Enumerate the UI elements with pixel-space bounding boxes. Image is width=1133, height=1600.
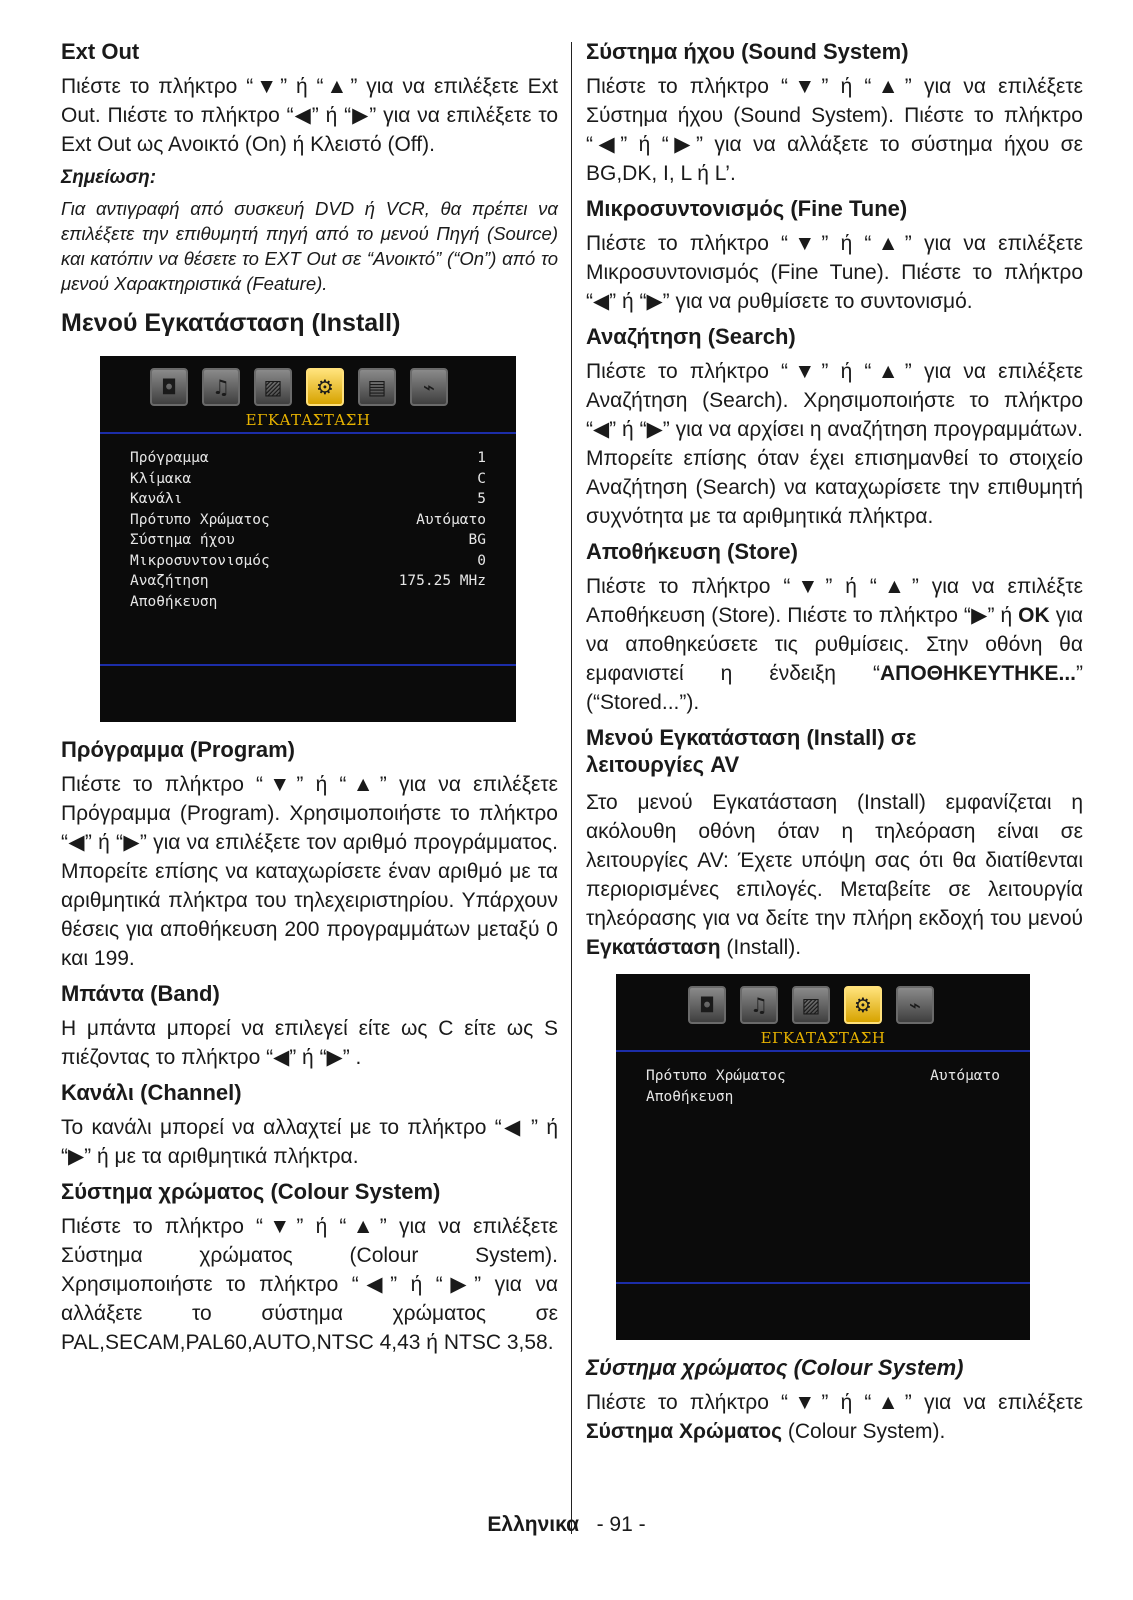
colour-system-av-text: Πιέστε το πλήκτρο “▼” ή “▲” για να επιλέξετε Σύστημα Χρώματος (Colour System). bbox=[586, 1391, 1083, 1443]
satellite-icon: ⌁ bbox=[896, 986, 934, 1024]
feature-icon: ▨ bbox=[792, 986, 830, 1024]
menu-bottom-separator bbox=[100, 664, 516, 666]
page-footer bbox=[0, 1513, 1133, 1537]
install-icon: ⚙ bbox=[844, 986, 882, 1024]
band-heading: Μπάντα (Band) bbox=[61, 981, 220, 1006]
band-text: Η μπάντα μπορεί να επιλεγεί είτε ως C είτε ως S πιέζοντας το πλήκτρο “◀” ή “▶” . bbox=[61, 1017, 558, 1069]
note-text: Για αντιγραφή από συσκευή DVD ή VCR, θα πρέπει να επιλέξετε την επιθυμητή πηγή από το μενού Πηγή (Source) και κατόπιν να θέσετε το EXT Out σε “Ανοικτό” (“On”) από το μενού Χαρακτηριστικά (Feature). bbox=[61, 198, 558, 294]
av-menu-row-store: Αποθήκευση bbox=[646, 1088, 734, 1105]
menu-icon-bar bbox=[100, 356, 516, 432]
channel-heading: Κανάλι (Channel) bbox=[61, 1080, 242, 1105]
store-heading: Αποθήκευση (Store) bbox=[586, 539, 798, 564]
feature-icon: ▨ bbox=[254, 368, 292, 406]
program-text: Πιέστε το πλήκτρο “▼” ή “▲” για να επιλέξετε Πρόγραμμα (Program). Χρησιμοποιήστε το πλήκτρο “◀” ή “▶” για να επιλέξετε τον αριθμό προγράμματος. Μπορείτε επίσης να καταχωρίσετε έναν αριθμό με τα αριθμητικά πλήκτρα του τηλεχειριστηρίου. Υπάρχουν θέσεις για αποθήκευση 200 προγραμμάτων μεταξύ 0 και 199. bbox=[61, 773, 558, 970]
menu-row-band: Κλίμακα C bbox=[130, 470, 486, 487]
ext-out-text: Πιέστε το πλήκτρο “▼” ή “▲” για να επιλέξετε Ext Out. Πιέστε το πλήκτρο “◀” ή “▶” για να επιλέξετε το Ext Out ως Ανοικτό (On) ή Κλειστό (Off). bbox=[61, 75, 558, 156]
install-menu-screenshot bbox=[100, 356, 516, 722]
sound-icon: ♫ bbox=[740, 986, 778, 1024]
left-column bbox=[61, 38, 558, 1364]
program-heading: Πρόγραμμα (Program) bbox=[61, 737, 295, 762]
menu-row-search: Αναζήτηση 175.25 MHz bbox=[130, 573, 486, 589]
av-install-menu-screenshot bbox=[616, 974, 1030, 1340]
colour-system-av-heading: Σύστημα χρώματος (Colour System) bbox=[586, 1355, 964, 1380]
menu-row-sound-system: Σύστημα ήχου BG bbox=[130, 532, 486, 548]
av-install-text: Στο μενού Εγκατάσταση (Install) εμφανίζεται η ακόλουθη οθόνη όταν η τηλεόραση είναι σε λειτουργίες AV: Έχετε υπόψη σας ότι θα διατίθενται περιορισμένες επιλογές. Μεταβείτε σε λειτουργία τηλεόρασης για να δείτε την πλήρη εκδοχή του μενού Εγκατάσταση (Install). bbox=[586, 791, 1083, 959]
fine-tune-text: Πιέστε το πλήκτρο “▼” ή “▲” για να επιλέξετε Μικροσυντονισμός (Fine Tune). Πιέστε το πλήκτρο “◀” ή “▶” για να ρυθμίσετε το συντονισμό. bbox=[586, 232, 1083, 313]
av-install-heading: Μενού Εγκατάσταση (Install) σε λειτουργίες AV bbox=[586, 725, 917, 777]
install-menu-heading: Μενού Εγκατάσταση (Install) bbox=[61, 309, 401, 337]
channel-text: Το κανάλι μπορεί να αλλαχτεί με το πλήκτρο “◀ ” ή “▶” ή με τα αριθμητικά πλήκτρα. bbox=[61, 1116, 558, 1168]
picture-icon: ◘ bbox=[688, 986, 726, 1024]
menu-row-fine-tune: Μικροσυντονισμός 0 bbox=[130, 552, 486, 569]
fine-tune-heading: Μικροσυντονισμός (Fine Tune) bbox=[586, 196, 908, 221]
search-heading: Αναζήτηση (Search) bbox=[586, 324, 796, 349]
footer-page-number: - 91 - bbox=[596, 1513, 646, 1536]
satellite-icon: ⌁ bbox=[410, 368, 448, 406]
av-menu-title: ΕΓΚΑΤΑΣΤΑΣΗ bbox=[760, 1029, 886, 1047]
menu-row-channel: Κανάλι 5 bbox=[130, 491, 486, 507]
sound-icon: ♫ bbox=[202, 368, 240, 406]
store-text: Πιέστε το πλήκτρο “▼” ή “▲” για να επιλέξτε Αποθήκευση (Store). Πιέστε το πλήκτρο “▶” ή OK για να αποθηκεύσετε τις ρυθμίσεις. Στην οθόνη θα εμφανιστεί η ένδειξη “ΑΠΟΘΗΚΕΥΤΗΚΕ...” (“Stored...”). bbox=[586, 575, 1083, 714]
colour-system-heading: Σύστημα χρώματος (Colour System) bbox=[61, 1179, 441, 1204]
av-menu-row-colour-system: Πρότυπο Χρώματος Αυτόματο bbox=[646, 1068, 1000, 1084]
menu-row-colour-system: Πρότυπο Χρώματος Αυτόματο bbox=[130, 511, 486, 528]
right-column bbox=[586, 38, 1083, 1453]
menu-rows bbox=[100, 434, 516, 612]
sound-system-text: Πιέστε το πλήκτρο “▼” ή “▲” για να επιλέξετε Σύστημα ήχου (Sound System). Πιέστε το πλήκτρο “◀” ή “▶” για να αλλάξετε το σύστημα ήχου σε BG,DK, I, L ή L’. bbox=[586, 75, 1083, 185]
menu-title: ΕΓΚΑΤΑΣΤΑΣΗ bbox=[245, 411, 371, 429]
picture-icon: ◘ bbox=[150, 368, 188, 406]
note-heading: Σημείωση: bbox=[61, 167, 157, 188]
install-icon: ⚙ bbox=[306, 368, 344, 406]
ext-out-heading: Ext Out bbox=[61, 39, 140, 64]
av-menu-bottom-separator bbox=[616, 1282, 1030, 1284]
sound-system-heading: Σύστημα ήχου (Sound System) bbox=[586, 39, 909, 64]
colour-system-text: Πιέστε το πλήκτρο “▼” ή “▲” για να επιλέξετε Σύστημα χρώματος (Colour System). Χρησιμοποιήστε το πλήκτρο “◀” ή “▶” για να αλλάξετε το σύστημα χρώματος σε PAL,SECAM,PAL60,AUTO,NTSC 4,43 ή NTSC 3,58. bbox=[61, 1215, 558, 1354]
menu-row-program: Πρόγραμμα 1 bbox=[130, 450, 486, 466]
source-icon: ▤ bbox=[358, 368, 396, 406]
menu-row-store: Αποθήκευση bbox=[130, 593, 218, 610]
av-menu-icon-bar bbox=[616, 974, 1030, 1050]
search-text: Πιέστε το πλήκτρο “▼” ή “▲” για να επιλέξετε Αναζήτηση (Search). Χρησιμοποιήστε το πλήκτρο “◀” ή “▶” για να αρχίσει η αναζήτηση προγραμμάτων. Μπορείτε επίσης όταν έχει επισημανθεί το στοιχείο Αναζήτηση (Search) να καταχωρίσετε την επιθυμητή συχνότητα με τα αριθμητικά πλήκτρα. bbox=[586, 360, 1083, 528]
column-divider bbox=[571, 42, 572, 1534]
av-menu-rows bbox=[616, 1052, 1030, 1107]
footer-language: Ελληνικα bbox=[487, 1513, 580, 1536]
note-heading-text: Σημείωση bbox=[61, 167, 150, 188]
